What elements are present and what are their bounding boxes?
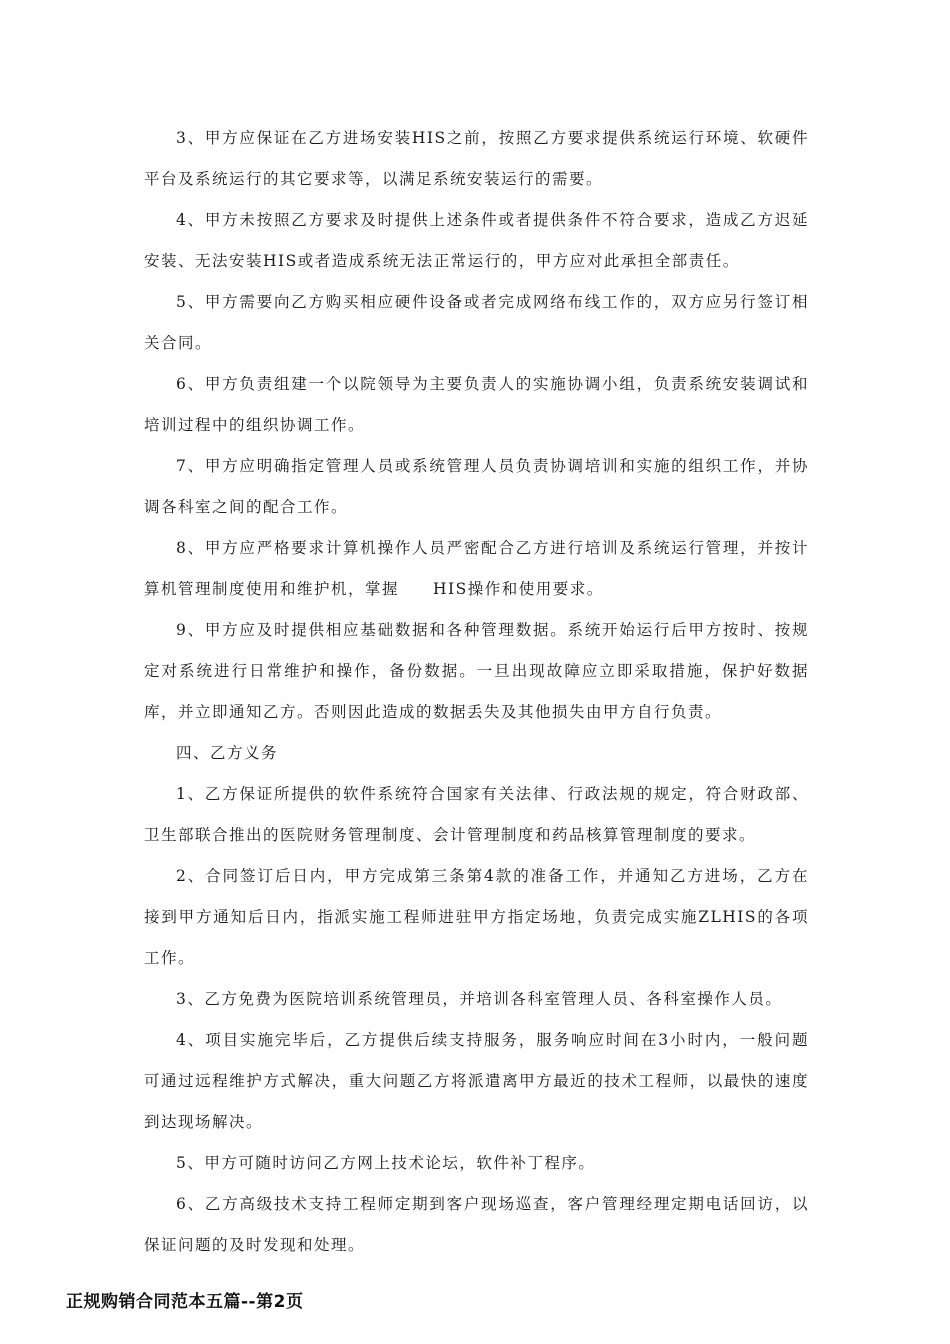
clause-5: 5、甲方需要向乙方购买相应硬件设备或者完成网络布线工作的，双方应另行签订相关合同。: [144, 293, 809, 352]
clause-3: 3、甲方应保证在乙方进场安装HIS之前，按照乙方要求提供系统运行环境、软硬件平台及系统运行的其它要求等，以满足系统安装运行的需要。: [144, 129, 809, 188]
party-b-clause-3: 3、乙方免费为医院培训系统管理员，并培训各科室管理人员、各科室操作人员。: [176, 990, 783, 1008]
clause-9: 9、甲方应及时提供相应基础数据和各种管理数据。系统开始运行后甲方按时、按规定对系统进行日常维护和操作，备份数据。一旦出现故障应立即采取措施，保护好数据库，并立即通知乙方。否则因此造成的数据丢失及其他损失由甲方自行负责。: [144, 621, 809, 721]
clause-6: 6、甲方负责组建一个以院领导为主要负责人的实施协调小组，负责系统安装调试和培训过程中的组织协调工作。: [144, 375, 809, 434]
party-b-clause-4: 4、项目实施完毕后，乙方提供后续支持服务，服务响应时间在3小时内，一般问题可通过远程维护方式解决，重大问题乙方将派遣离甲方最近的技术工程师，以最快的速度到达现场解决。: [144, 1031, 809, 1131]
party-b-clause-6: 6、乙方高级技术支持工程师定期到客户现场巡查，客户管理经理定期电话回访，以保证问题的及时发现和处理。: [144, 1195, 809, 1254]
party-b-clause-1: 1、乙方保证所提供的软件系统符合国家有关法律、行政法规的规定，符合财政部、卫生部联合推出的医院财务管理制度、会计管理制度和药品核算管理制度的要求。: [144, 785, 809, 844]
document-body: [144, 118, 809, 1266]
party-b-clause-2: 2、合同签订后日内，甲方完成第三条第4款的准备工作，并通知乙方进场，乙方在接到甲方通知后日内，指派实施工程师进驻甲方指定场地，负责完成实施ZLHIS的各项工作。: [144, 867, 809, 967]
clause-7: 7、甲方应明确指定管理人员或系统管理人员负责协调培训和实施的组织工作，并协调各科室之间的配合工作。: [144, 457, 809, 516]
section-heading-party-b-obligations: 四、乙方义务: [176, 744, 279, 762]
clause-8: 8、甲方应严格要求计算机操作人员严密配合乙方进行培训及系统运行管理，并按计算机管理制度使用和维护机，掌握 HIS操作和使用要求。: [144, 539, 809, 598]
party-b-clause-5: 5、甲方可随时访问乙方网上技术论坛，软件补丁程序。: [176, 1154, 596, 1172]
clause-4: 4、甲方未按照乙方要求及时提供上述条件或者提供条件不符合要求，造成乙方迟延安装、无法安装HIS或者造成系统无法正常运行的，甲方应对此承担全部责任。: [144, 211, 809, 270]
page-footer: 正规购销合同范本五篇--第2页: [66, 1292, 304, 1312]
